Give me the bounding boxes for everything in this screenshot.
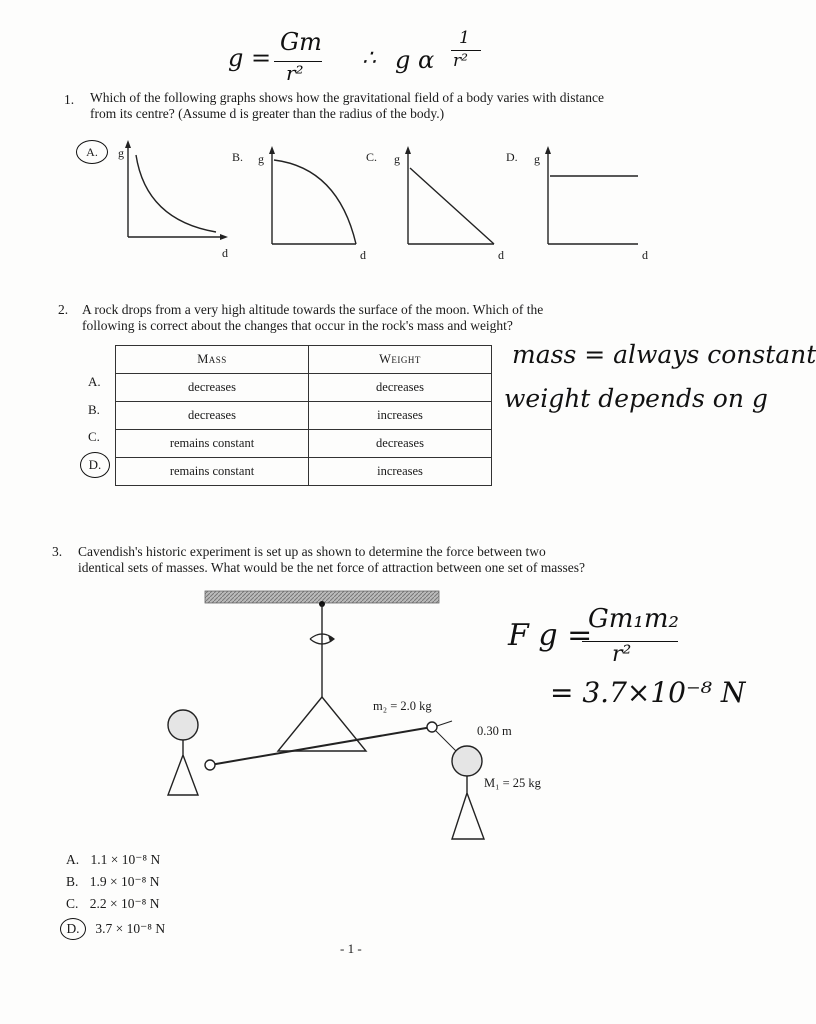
fg-denominator: r² [612,642,632,667]
q3-option-d [60,918,165,940]
option-value: 1.9 × 10⁻⁸ N [89,874,160,889]
mass-cell: remains constant [116,458,309,486]
q2-text-line2: following is correct about the changes that occur in the rock's mass and weight? [82,318,513,333]
stand-right [452,776,484,839]
option-label: B. [66,874,79,889]
option-value: 1.1 × 10⁻⁸ N [90,852,161,867]
header-mass: Mass [116,346,309,374]
q2-text [82,302,642,334]
graph-c-label: C. [366,150,378,164]
fg-result: = 3.7×10⁻⁸ N [550,676,746,709]
q2-row-label-b: B. [88,402,100,417]
large-mass-left [168,710,198,740]
mass-cell: remains constant [116,430,309,458]
note-mass: mass = always constant [512,340,816,369]
formula-g-lhs: g = [228,44,272,72]
q1-text-line2: from its centre? (Assume d is greater than the radius of the body.) [90,106,445,121]
q2-row-label-c: C. [88,429,100,444]
graph-c-y-label: g [394,152,400,166]
graph-c-x-label: d [498,248,504,262]
q2-table [115,345,492,486]
q2-row-label-d: D. [80,452,110,478]
graph-d [506,140,666,265]
q3-text-line1: Cavendish's historic experiment is set up as shown to determine the force between two [78,544,546,559]
formula-proportional [395,28,495,83]
option-value: 2.2 × 10⁻⁸ N [89,896,160,911]
formula-g-denominator: r² [286,61,304,85]
q2-row-label-a: A. [88,374,101,389]
q3-text [78,544,698,576]
mass-cell: decreases [116,402,309,430]
page-number: - 1 - [340,941,362,956]
therefore-symbol: ∴ [362,46,376,71]
graph-a-label: A. [76,140,108,164]
graph-b-x-label: d [360,248,366,262]
q3-option-c [66,896,159,912]
table-header-row [116,346,492,374]
weight-cell: decreases [309,430,492,458]
small-mass-left [205,760,215,770]
m2-label: m₂ = 2.0 kg [373,699,432,713]
graph-d-plot [544,146,654,251]
graph-c [366,140,526,265]
table-row [116,374,492,402]
graph-a-x-label: d [222,246,228,260]
graph-d-label: D. [506,150,518,164]
distance-label: 0.30 m [477,724,512,738]
q3-number: 3. [52,544,63,559]
m2-pointer [437,721,452,726]
q2-number: 2. [58,302,69,317]
torsion-hanger [278,697,366,751]
option-value: 3.7 × 10⁻⁸ N [95,921,166,936]
graph-d-x-label: d [642,248,648,262]
graph-d-y-label: g [534,152,540,166]
graph-c-plot [404,146,514,251]
table-row [116,402,492,430]
distance-marker [436,731,456,751]
M1-label: M₁ = 25 kg [484,776,541,790]
mass-cell: decreases [116,374,309,402]
stand-left [168,740,198,795]
large-mass-right [452,746,482,776]
q2-text-line1: A rock drops from a very high altitude towards the surface of the moon. Which of the [82,302,544,317]
weight-cell: increases [309,402,492,430]
q3-option-a [66,852,160,868]
weight-cell: increases [309,458,492,486]
header-weight: Weight [309,346,492,374]
q3-text-line2: identical sets of masses. What would be the net force of attraction between one set of masses? [78,560,585,575]
q1-text [90,90,690,122]
fg-formula [508,604,748,724]
q1-number: 1. [64,92,75,107]
torsion-rod [210,727,432,765]
graph-a-y-label: g [118,146,124,160]
prop-lhs: g α [395,46,435,74]
formula-g [228,28,328,83]
graph-b [228,140,388,265]
prop-numerator: 1 [459,28,470,48]
formula-g-numerator: Gm [280,28,322,56]
prop-denominator: r² [453,51,468,71]
graph-b-y-label: g [258,152,264,166]
q3-options [60,852,280,942]
option-label: A. [66,852,80,867]
option-label: D. [60,918,86,940]
table-row [116,458,492,486]
cavendish-diagram [150,585,490,845]
weight-cell: decreases [309,374,492,402]
option-label: C. [66,896,79,911]
fg-lhs: F g = [508,618,593,653]
table-row [116,430,492,458]
note-weight: weight depends on g [504,384,768,413]
fg-numerator: Gm₁m₂ [588,604,679,634]
graph-a [74,140,234,265]
q1-text-line1: Which of the following graphs shows how the gravitational field of a body varies with distance [90,90,605,105]
q3-option-b [66,874,159,890]
graph-b-label: B. [232,150,244,164]
small-mass-right [427,722,437,732]
graph-a-plot [124,140,234,245]
